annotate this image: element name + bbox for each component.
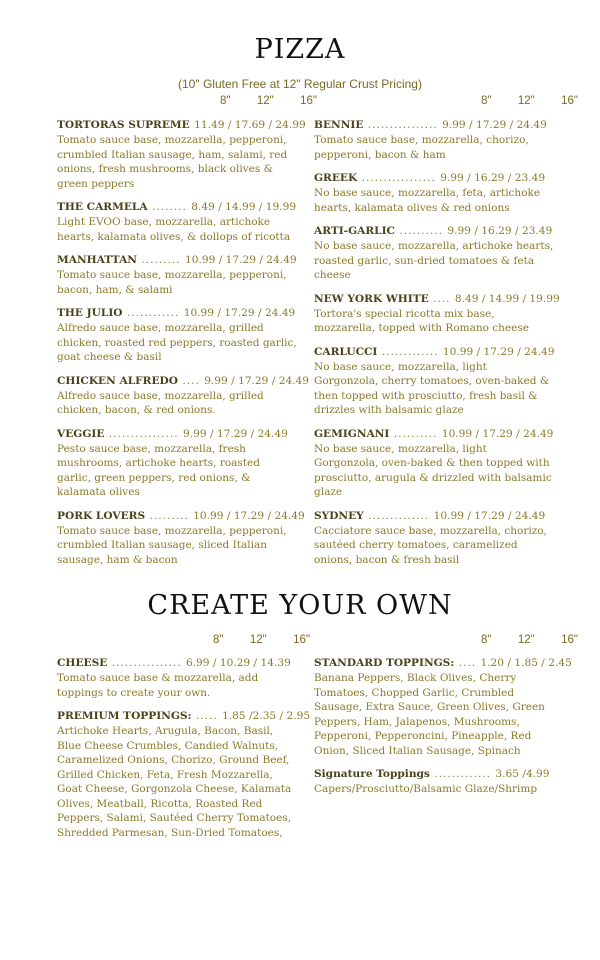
menu-item-description: No base sauce, mozzarella, light Gorgonzola, cherry tomatoes, oven-baked & then topped with prosciutto, fresh basil & drizzles with balsamic glaze — [314, 360, 550, 416]
menu-item-name: SYDNEY — [314, 509, 364, 522]
pizza-right-column — [314, 118, 560, 576]
menu-item-price: 10.99 / 17.29 / 24.49 — [442, 345, 555, 358]
menu-item-header — [314, 118, 554, 132]
menu-item — [57, 656, 297, 700]
menu-item-description: No base sauce, mozzarella, light Gorgonzola, oven-baked & then topped with prosciutto, arugula & drizzled with balsamic glaze — [314, 442, 552, 498]
leader-dots: ............ — [122, 307, 184, 319]
menu-item-header — [314, 427, 554, 441]
menu-item-header — [57, 253, 297, 267]
menu-item — [314, 292, 560, 336]
menu-item-header — [57, 656, 297, 670]
menu-item-name: GREEK — [314, 172, 358, 184]
menu-item-description: Pesto sauce base, mozzarella, fresh mushrooms, artichoke hearts, roasted garlic, green peppers, red onions, & kalamata olives — [57, 442, 260, 498]
menu-item-price: 6.99 / 10.29 / 14.39 — [185, 657, 291, 669]
menu-item-header — [57, 427, 297, 441]
create-your-own-title: CREATE YOUR OWN — [147, 590, 453, 621]
menu-item-header — [57, 306, 297, 320]
menu-item-price: 8.49 / 14.99 / 19.99 — [191, 201, 297, 213]
menu-item-name: VEGGIE — [57, 427, 105, 440]
create-left-column — [57, 656, 311, 849]
menu-item-description: Tomato sauce base, mozzarella, chorizo, pepperoni, bacon & ham — [314, 134, 529, 161]
menu-item-price: 10.99 / 17.29 / 24.49 — [433, 509, 546, 522]
menu-item-price: 9.99 / 16.29 / 23.49 — [447, 225, 553, 237]
menu-item-description: Artichoke Hearts, Arugula, Bacon, Basil, Blue Cheese Crumbles, Candied Walnuts, Caramelized Onions, Chorizo, Ground Beef, Grilled Chicken, Feta, Fresh Mozzarella, Goat Cheese, Gorgonzola Cheese, Kalamata Olives, Meatball, Ricotta, Roasted Red Peppers, Salami, Sautéed Cherry Tomatoes, Shredded Parmesan, Sun-Dried Tomatoes, — [57, 725, 292, 839]
menu-item-header — [314, 656, 572, 670]
menu-item — [314, 427, 554, 500]
menu-item — [57, 709, 311, 840]
menu-item — [57, 118, 306, 191]
menu-item-description: Light EVOO base, mozzarella, artichoke hearts, kalamata olives, & dollops of ricotta — [57, 216, 291, 243]
menu-item-header — [57, 709, 311, 723]
menu-item-description: Banana Peppers, Black Olives, Cherry Tomatoes, Chopped Garlic, Crumbled Sausage, Extra Sauce, Green Olives, Green Peppers, Ham, Jalapenos, Mushrooms, Pepperoni, Pepperoncini, Pineapple, Red Onion, Sliced Italian Sausage, Spinach — [314, 672, 545, 757]
menu-item-name: NEW YORK WHITE — [314, 292, 429, 305]
create-size-header-right: 8" 12" 16" — [481, 634, 579, 646]
menu-item — [57, 374, 310, 418]
pizza-left-column — [57, 118, 310, 576]
leader-dots: ........ — [147, 201, 192, 213]
menu-item-description: Tomato sauce base, mozzarella, pepperoni, crumbled Italian sausage, sliced Italian sausage, ham & bacon — [57, 524, 287, 566]
menu-item-price: 9.99 / 17.29 / 24.49 — [204, 374, 310, 387]
leader-dots: ......... — [137, 254, 186, 266]
menu-item-header — [57, 118, 306, 132]
menu-item-name: CHICKEN ALFREDO — [57, 374, 178, 387]
create-size-header-left: 8" 12" 16" — [213, 634, 311, 646]
menu-item-header — [57, 200, 297, 214]
menu-item-name: CARLUCCI — [314, 345, 378, 358]
menu-item — [314, 118, 554, 162]
leader-dots: .... — [177, 374, 205, 387]
menu-item-name: THE JULIO — [57, 307, 123, 319]
menu-item-description: Alfredo sauce base, mozzarella, grilled chicken, bacon, & red onions. — [57, 389, 264, 416]
menu-item-name: THE CARMELA — [57, 201, 148, 213]
menu-item-header — [314, 224, 554, 238]
leader-dots: .............. — [363, 509, 434, 522]
menu-item-price: 10.99 / 17.29 / 24.49 — [441, 427, 554, 440]
menu-item-name: ARTI-GARLIC — [314, 225, 395, 237]
menu-item — [314, 224, 554, 283]
leader-dots: ......... — [145, 509, 194, 522]
menu-item — [57, 509, 305, 568]
menu-item — [57, 427, 297, 500]
menu-item-name: TORTORAS SUPREME — [57, 119, 190, 131]
leader-dots: .... — [454, 657, 481, 669]
gluten-free-note: (10" Gluten Free at 12" Regular Crust Pricing) — [178, 77, 422, 91]
menu-item-header — [314, 292, 560, 306]
menu-item-description: Capers/Prosciutto/Balsamic Glaze/Shrimp — [314, 783, 538, 795]
menu-item-header — [314, 171, 554, 185]
menu-item-price: 1.85 /2.35 / 2.95 — [222, 710, 311, 722]
leader-dots: ................ — [104, 427, 184, 440]
pizza-title: PIZZA — [254, 34, 346, 65]
menu-item-price: 11.49 / 17.69 / 24.99 — [194, 119, 306, 131]
menu-item-price: 10.99 / 17.29 / 24.49 — [193, 509, 305, 522]
menu-item-header — [57, 374, 310, 388]
menu-item-description: Alfredo sauce base, mozzarella, grilled chicken, roasted red peppers, roasted garlic, goat cheese & basil — [57, 322, 297, 363]
menu-item-price: 10.99 / 17.29 / 24.49 — [185, 254, 297, 266]
size-header-left: 8" 12" 16" — [220, 95, 318, 107]
menu-item-price: 10.99 / 17.29 / 24.49 — [183, 307, 296, 319]
menu-item-description: Tomato sauce base, mozzarella, pepperoni, bacon, ham, & salami — [57, 269, 287, 296]
menu-item-name: PORK LOVERS — [57, 509, 146, 522]
create-right-column — [314, 656, 572, 806]
menu-item-header — [57, 509, 305, 523]
menu-item — [314, 767, 554, 797]
menu-item-name: PREMIUM TOPPINGS: — [57, 710, 192, 722]
menu-item-description: Tortora's special ricotta mix base, mozzarella, topped with Romano cheese — [314, 307, 529, 334]
leader-dots: ................ — [363, 119, 443, 131]
leader-dots: .... — [428, 292, 455, 305]
menu-item-price: 3.65 /4.99 — [495, 768, 550, 780]
menu-item-name: CHEESE — [57, 657, 108, 669]
size-header-right: 8" 12" 16" — [481, 95, 579, 107]
leader-dots: ..... — [191, 710, 223, 722]
menu-item — [57, 306, 297, 365]
menu-item-header — [314, 509, 554, 523]
menu-item — [314, 656, 572, 758]
leader-dots: ................ — [107, 657, 186, 669]
menu-item-description: No base sauce, mozzarella, feta, artichoke hearts, kalamata olives & red onions — [314, 187, 541, 214]
menu-item-name: Signature Toppings — [314, 768, 430, 780]
leader-dots: ............. — [377, 345, 443, 358]
menu-item-header — [314, 345, 554, 359]
menu-item — [314, 345, 554, 418]
menu-item-price: 1.20 / 1.85 / 2.45 — [480, 657, 572, 669]
leader-dots: .......... — [394, 225, 448, 237]
menu-item-name: STANDARD TOPPINGS: — [314, 657, 455, 669]
menu-item-name: GEMIGNANI — [314, 427, 390, 440]
menu-item-price: 9.99 / 16.29 / 23.49 — [440, 172, 546, 184]
leader-dots: ................. — [357, 172, 441, 184]
menu-item-description: Tomato sauce base, mozzarella, pepperoni, crumbled Italian sausage, ham, salami, red onions, fresh mushrooms, black olives & green peppers — [57, 134, 288, 190]
menu-item-price: 8.49 / 14.99 / 19.99 — [454, 292, 560, 305]
leader-dots: ............. — [429, 768, 496, 780]
menu-item — [57, 253, 297, 297]
menu-item — [314, 509, 554, 568]
menu-item — [314, 171, 554, 215]
menu-item-description: Cacciatore sauce base, mozzarella, chorizo, sautéed cherry tomatoes, caramelized onions, bacon & fresh basil — [314, 524, 547, 566]
menu-item-price: 9.99 / 17.29 / 24.49 — [442, 119, 547, 131]
menu-item-name: BENNIE — [314, 119, 364, 131]
menu-item-name: MANHATTAN — [57, 254, 137, 266]
leader-dots: .......... — [389, 427, 442, 440]
menu-item — [57, 200, 297, 244]
menu-item-price: 9.99 / 17.29 / 24.49 — [183, 427, 288, 440]
menu-item-header — [314, 767, 554, 781]
menu-item-description: No base sauce, mozzarella, artichoke hearts, roasted garlic, sun-dried tomatoes & feta cheese — [314, 240, 554, 281]
menu-item-description: Tomato sauce base & mozzarella, add toppings to create your own. — [57, 672, 259, 699]
